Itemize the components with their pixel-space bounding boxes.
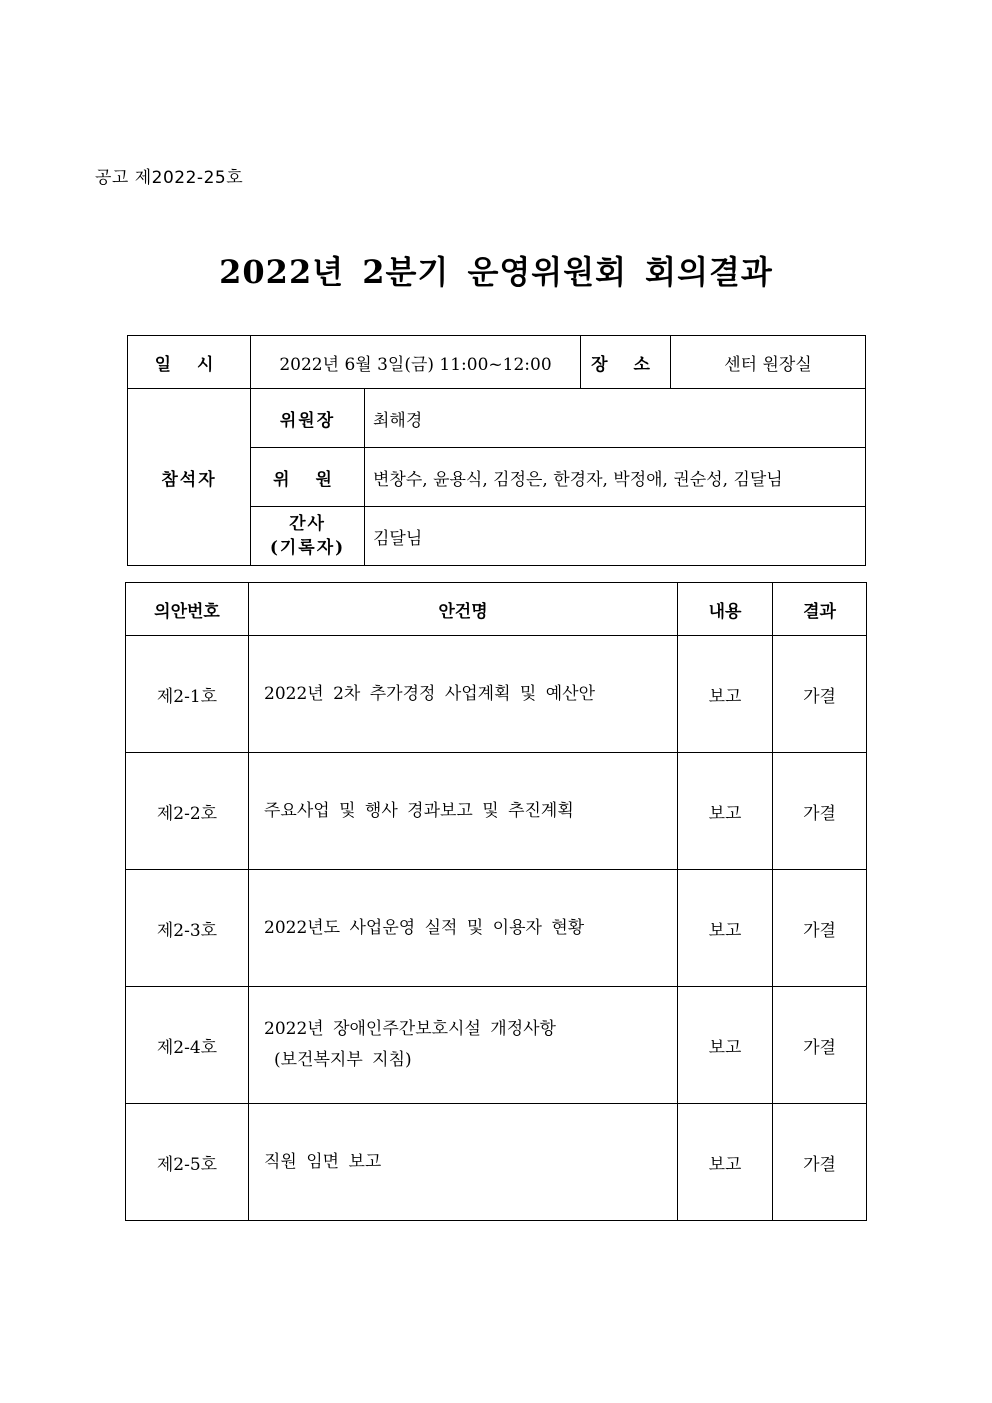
header-agenda-title: 안건명 <box>249 583 678 636</box>
header-agenda-number: 의안번호 <box>126 583 249 636</box>
agenda-result: 가결 <box>773 636 867 753</box>
chair-value: 최해경 <box>365 389 866 448</box>
place-value: 센터 원장실 <box>671 336 866 389</box>
agenda-number: 제2-4호 <box>126 987 249 1104</box>
attendees-label: 참석자 <box>128 389 251 566</box>
agenda-row <box>126 753 867 870</box>
agenda-title <box>249 870 678 987</box>
agenda-title-line1: 직원 임면 보고 <box>264 1151 382 1172</box>
agenda-row <box>126 636 867 753</box>
date-label: 일 시 <box>128 336 251 389</box>
agenda-number: 제2-2호 <box>126 753 249 870</box>
secretary-label-line2: (기록자) <box>269 538 346 558</box>
agenda-content: 보고 <box>678 1104 773 1221</box>
date-value: 2022년 6월 3일(금) 11:00~12:00 <box>251 336 581 389</box>
agenda-title <box>249 753 678 870</box>
agenda-content: 보고 <box>678 636 773 753</box>
agenda-row <box>126 987 867 1104</box>
header-result: 결과 <box>773 583 867 636</box>
members-label: 위 원 <box>251 448 365 507</box>
agenda-content: 보고 <box>678 753 773 870</box>
agenda-title <box>249 1104 678 1221</box>
chair-label: 위원장 <box>251 389 365 448</box>
secretary-label-line1: 간사 <box>289 514 326 534</box>
agenda-header-row <box>126 583 867 636</box>
agenda-title <box>249 636 678 753</box>
agenda-content: 보고 <box>678 987 773 1104</box>
agenda-result: 가결 <box>773 870 867 987</box>
members-value: 변창수, 윤용식, 김정은, 한경자, 박정애, 권순성, 김달님 <box>365 448 866 507</box>
agenda-result: 가결 <box>773 753 867 870</box>
meeting-info-table <box>127 335 866 566</box>
agenda-title-line1: 주요사업 및 행사 경과보고 및 추진계획 <box>264 800 574 821</box>
secretary-label <box>251 507 365 566</box>
agenda-title-line2: (보건복지부 지침) <box>274 1050 412 1070</box>
notice-number: 공고 제2022-25호 <box>95 168 244 188</box>
agenda-row <box>126 870 867 987</box>
agenda-result: 가결 <box>773 987 867 1104</box>
chair-row <box>128 389 866 448</box>
agenda-result: 가결 <box>773 1104 867 1221</box>
date-row <box>128 336 866 389</box>
agenda-title-line1: 2022년 2차 추가경정 사업계획 및 예산안 <box>264 683 596 704</box>
secretary-value: 김달님 <box>365 507 866 566</box>
agenda-number: 제2-1호 <box>126 636 249 753</box>
agenda-number: 제2-3호 <box>126 870 249 987</box>
document-title: 2022년 2분기 운영위원회 회의결과 <box>219 253 773 291</box>
place-label: 장 소 <box>581 336 671 389</box>
header-content: 내용 <box>678 583 773 636</box>
agenda-number: 제2-5호 <box>126 1104 249 1221</box>
agenda-row <box>126 1104 867 1221</box>
agenda-title-line1: 2022년도 사업운영 실적 및 이용자 현황 <box>264 917 585 938</box>
agenda-title-line1: 2022년 장애인주간보호시설 개정사항 <box>264 1019 556 1039</box>
agenda-content: 보고 <box>678 870 773 987</box>
agenda-title <box>249 987 678 1104</box>
agenda-table <box>125 582 867 1221</box>
